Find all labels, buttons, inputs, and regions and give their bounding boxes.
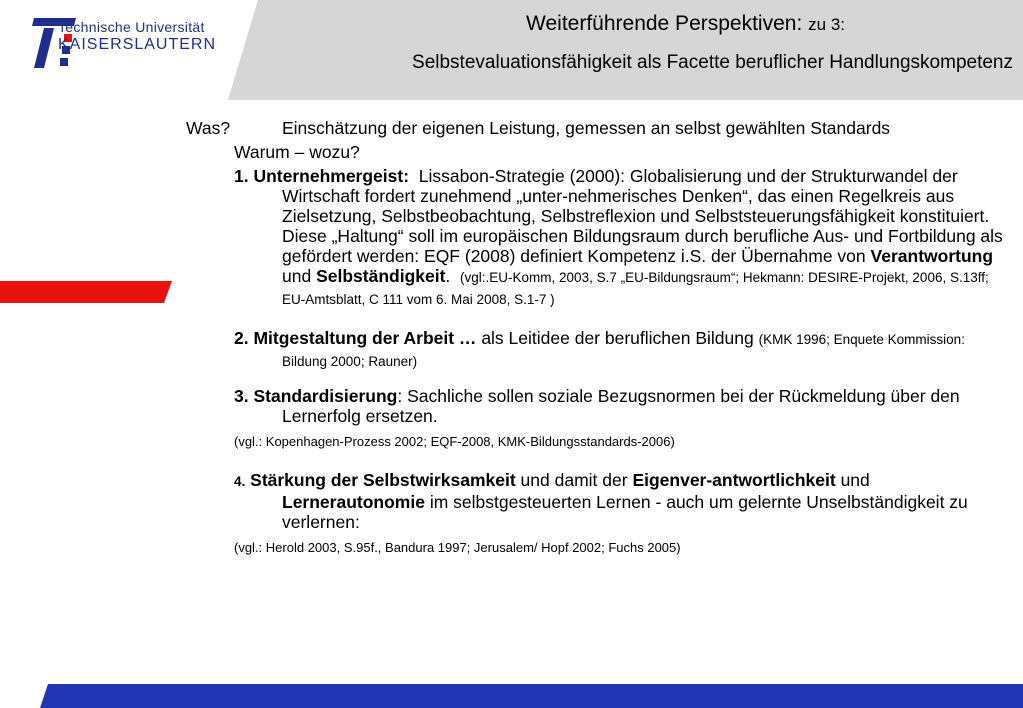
point-1-heading: 1. Unternehmergeist: <box>234 166 410 186</box>
red-accent-bar <box>0 281 172 303</box>
point-3-heading: 3. Standardisierung <box>234 386 398 406</box>
point-1-und: und <box>282 266 312 286</box>
point-4-reference: (vgl.: Herold 2003, S.95f., Bandura 1997; Jerusalem/ Hopf 2002; Fuchs 2005) <box>234 540 681 555</box>
point-4-text-2: und <box>840 470 870 490</box>
point-4-bold-eigenverantwortlichkeit: Eigenver-antwortlichkeit <box>632 470 836 490</box>
blue-footer-bar <box>40 684 1023 708</box>
was-text: Einschätzung der eigenen Leistung, gemessen an selbst gewählten Standards <box>282 118 891 138</box>
slide-title <box>526 12 845 36</box>
logo-line1: Technische Universität <box>58 19 205 35</box>
was-paragraph <box>186 118 1004 138</box>
slide-subtitle: Selbstevaluationsfähigkeit als Facette beruflicher Handlungskompetenz <box>412 52 1013 73</box>
point-1-bold-verantwortung: Verantwortung <box>870 246 994 266</box>
point-4-text-1: und damit der <box>520 470 628 490</box>
point-3-reference: (vgl.: Kopenhagen-Prozess 2002; EQF-2008, KMK-Bildungsstandards-2006) <box>234 434 675 449</box>
warum-line: Warum – wozu? <box>234 142 360 162</box>
point-2 <box>234 328 1004 372</box>
point-2-text: als Leitidee der beruflichen Bildung <box>481 328 754 348</box>
point-2-heading: 2. Mitgestaltung der Arbeit … <box>234 328 477 348</box>
point-2-reference: (KMK 1996; Enquete Kommission: Bildung 2000; Rauner) <box>282 332 965 369</box>
point-1-dot: . <box>445 266 451 286</box>
point-1-text: Lissabon-Strategie (2000): Globalisierung und der Strukturwandel der Wirtschaft fordert zunehmend „unter-nehmerisches Denken“, das einen Regelkreis aus Zielsetzung, Selbstbeobachtung, Selbstreflexion und Selbststeuerungsfähigkeit konstituiert. Diese „Haltung“ soll im europäischen Bildungsraum durch berufliche Aus- und Fortbildung als gefördert werden: EQF (2008) definiert Kompetenz i.S. der Übernahme von <box>282 166 1003 266</box>
point-4 <box>234 470 1004 532</box>
title-suffix: zu 3: <box>808 15 845 34</box>
point-3 <box>234 386 1004 426</box>
point-4-heading: Stärkung der Selbstwirksamkeit <box>250 470 516 490</box>
point-1-reference: (vgl:.EU-Komm, 2003, S.7 „EU-Bildungsraum“; Hekmann: DESIRE-Projekt, 2006, S.13ff; EU-Amtsblatt, C 111 vom 6. Mai 2008, S.1-7 ) <box>282 270 989 307</box>
was-label: Was? <box>186 118 231 138</box>
slide-body <box>186 118 1004 558</box>
point-1 <box>234 166 1004 310</box>
point-3-text: : Sachliche sollen soziale Bezugsnormen bei der Rückmeldung über den Lernerfolg ersetzen. <box>282 386 960 426</box>
point-4-number: 4. <box>234 474 246 489</box>
point-1-bold-selbstaendigkeit: Selbständigkeit <box>316 266 446 286</box>
logo-line2: KAISERSLAUTERN <box>58 36 217 53</box>
point-4-bold-lernerautonomie: Lernerautonomie <box>282 492 425 512</box>
title-main: Weiterführende Perspektiven: <box>526 12 809 35</box>
point-4-text-3: im selbstgesteuerten Lernen - auch um gelernte Unselbständigkeit zu verlernen: <box>282 492 968 532</box>
